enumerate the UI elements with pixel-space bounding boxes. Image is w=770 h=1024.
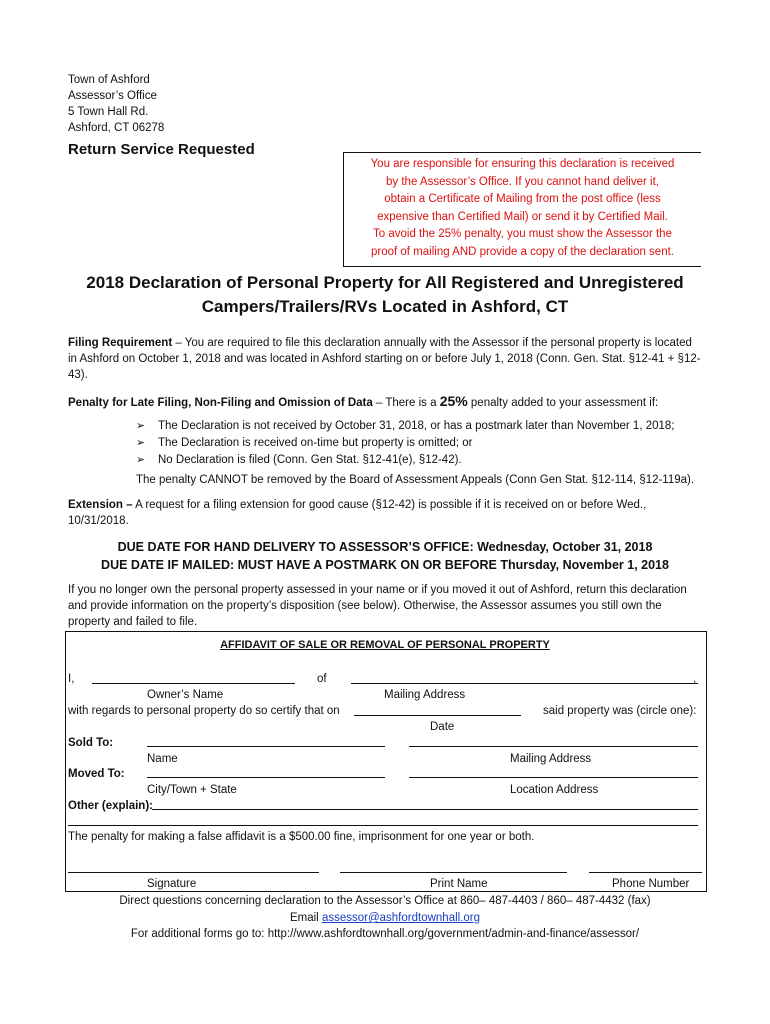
penalty-label: Penalty for Late Filing, Non-Filing and Omission of Data bbox=[68, 397, 373, 409]
notice-line: You are responsible for ensuring this declaration is received bbox=[370, 158, 675, 170]
penalty-list bbox=[136, 418, 716, 469]
notice-line: expensive than Certified Mail) or send it by Certified Mail. bbox=[377, 210, 668, 223]
moved-to-label: Moved To: bbox=[68, 768, 125, 780]
phone-number-field[interactable] bbox=[589, 872, 702, 873]
contact-questions: Direct questions concerning declaration to the Assessor’s Office at 860– 487-4403 / 860– 487-4432 (fax) bbox=[119, 895, 651, 907]
penalty-cannot-remove: The penalty CANNOT be removed by the Board of Assessment Appeals (Conn Gen Stat. §12-114, §12-119a). bbox=[136, 474, 695, 486]
due-mailed: DUE DATE IF MAILED: MUST HAVE A POSTMARK ON OR BEFORE Thursday, November 1, 2018 bbox=[101, 558, 669, 572]
document-title bbox=[30, 271, 740, 319]
phone-number-caption: Phone Number bbox=[612, 878, 690, 890]
address-line: Assessor’s Office bbox=[68, 90, 157, 102]
owner-mailing-address-field[interactable] bbox=[351, 683, 698, 684]
penalty-percent: 25% bbox=[439, 393, 468, 409]
false-affidavit-penalty: The penalty for making a false affidavit is a $500.00 fine, imprisonment for one year or both. bbox=[68, 831, 535, 843]
sold-to-label: Sold To: bbox=[68, 737, 114, 749]
return-address bbox=[68, 72, 164, 136]
signature-field[interactable] bbox=[68, 872, 319, 873]
signature-caption: Signature bbox=[147, 878, 197, 890]
penalty-paragraph bbox=[68, 393, 704, 411]
print-name-field[interactable] bbox=[340, 872, 567, 873]
date-caption: Date bbox=[430, 721, 455, 733]
due-hand-delivery: DUE DATE FOR HAND DELIVERY TO ASSESSOR’S OFFICE: Wednesday, October 31, 2018 bbox=[117, 540, 653, 554]
sold-mailing-address-caption: Mailing Address bbox=[510, 753, 592, 765]
filing-text: – You are required to file this declaration annually with the Assessor if the personal property is located in Ashford on October 1, 2018 and was located in Ashford starting on or before July 1, 2018 (Conn. Gen. Stat. §12-41 + §12-43). bbox=[68, 337, 701, 381]
city-caption: City/Town + State bbox=[147, 784, 237, 796]
affidavit-heading: AFFIDAVIT OF SALE OR REMOVAL OF PERSONAL PROPERTY bbox=[220, 639, 550, 651]
of-label: of bbox=[317, 673, 327, 685]
owner-name-field[interactable] bbox=[92, 683, 295, 684]
notice-line: To avoid the 25% penalty, you must show the Assessor the bbox=[373, 228, 672, 240]
other-explain-field[interactable] bbox=[152, 809, 698, 810]
filing-label: Filing Requirement bbox=[68, 337, 173, 349]
moved-to-city-field[interactable] bbox=[147, 777, 385, 778]
mailing-address-caption: Mailing Address bbox=[384, 689, 466, 701]
sold-to-name-field[interactable] bbox=[147, 746, 385, 747]
circle-one-text: said property was (circle one): bbox=[543, 705, 697, 717]
address-line: Town of Ashford bbox=[68, 74, 150, 86]
penalty-item: ➢ No Declaration is filed (Conn. Gen Stat. §12-41(e), §12-42). bbox=[136, 452, 716, 469]
notice-line: by the Assessor’s Office. If you cannot hand deliver it, bbox=[386, 175, 659, 188]
moved-to-location-field[interactable] bbox=[409, 777, 698, 778]
additional-forms-line: For additional forms go to: http://www.ashfordtownhall.org/government/admin-and-finance/assessor/ bbox=[130, 928, 640, 940]
address-line: 5 Town Hall Rd. bbox=[68, 106, 149, 118]
notice-line: proof of mailing AND provide a copy of the declaration sent. bbox=[370, 245, 674, 258]
i-label: I, bbox=[68, 673, 75, 685]
other-explain-field-2[interactable] bbox=[68, 825, 698, 826]
title-line: Campers/Trailers/RVs Located in Ashford, CT bbox=[201, 297, 569, 316]
mailing-notice bbox=[343, 152, 701, 267]
name-caption: Name bbox=[147, 753, 178, 765]
other-label: Other (explain): bbox=[68, 800, 153, 812]
title-line: 2018 Declaration of Personal Property for All Registered and Unregistered bbox=[86, 273, 684, 292]
comma-mark: , bbox=[693, 673, 697, 685]
return-service-heading: Return Service Requested bbox=[68, 141, 255, 158]
date-field[interactable] bbox=[354, 715, 521, 716]
penalty-item: ➢ The Declaration is not received by October 31, 2018, or has a postmark later than November 1, 2018; bbox=[136, 418, 716, 435]
location-caption: Location Address bbox=[510, 784, 599, 796]
filing-requirement bbox=[68, 335, 704, 383]
print-name-caption: Print Name bbox=[430, 878, 488, 890]
certify-text: with regards to personal property do so certify that on bbox=[68, 705, 340, 717]
due-dates bbox=[20, 538, 750, 574]
penalty-text: – There is a bbox=[372, 397, 440, 409]
owners-name-caption: Owner’s Name bbox=[147, 689, 224, 701]
extension-paragraph bbox=[68, 497, 704, 529]
penalty-text: penalty added to your assessment if: bbox=[467, 397, 659, 409]
email-link[interactable]: assessor@ashfordtownhall.org bbox=[321, 912, 481, 924]
extension-label: Extension – bbox=[68, 499, 133, 511]
address-line: Ashford, CT 06278 bbox=[68, 122, 165, 134]
extension-text: A request for a filing extension for good cause (§12-42) is possible if it is received on or before Wed., 10/31/2018. bbox=[68, 499, 647, 527]
notice-line: obtain a Certificate of Mailing from the post office (less bbox=[384, 193, 661, 205]
penalty-item: ➢ The Declaration is received on-time but property is omitted; or bbox=[136, 435, 716, 452]
disposition-paragraph: If you no longer own the personal property assessed in your name or if you moved it out of Ashford, return this declaration and provide information on the property’s disposition (see below). Otherwise, the Assessor assumes you still own the property and failed to file. bbox=[68, 584, 687, 628]
sold-to-address-field[interactable] bbox=[409, 746, 698, 747]
contact-email-line bbox=[20, 910, 750, 926]
email-label: Email bbox=[289, 912, 319, 924]
